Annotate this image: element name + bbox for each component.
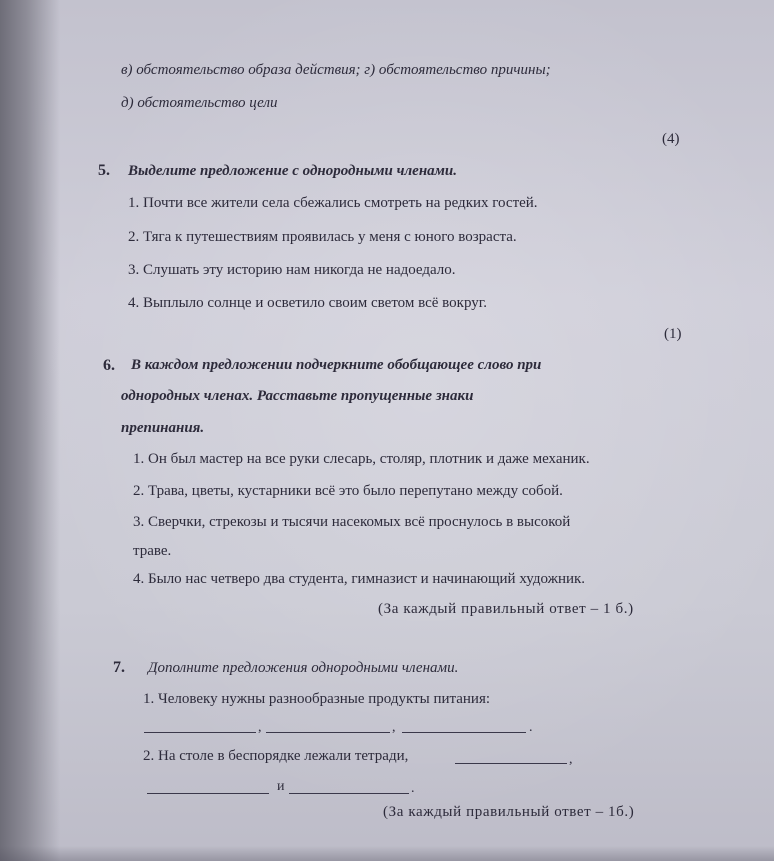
q6-title-line-1: В каждом предложении подчеркните обобщающее слово при bbox=[131, 357, 542, 373]
page-shadow bbox=[0, 0, 60, 861]
q7-scoring-note: (За каждый правильный ответ – 1б.) bbox=[383, 804, 635, 820]
q5-title: Выделите предложение с однородными членами. bbox=[128, 163, 458, 179]
q7-item-1: 1. Человеку нужны разнообразные продукты питания: bbox=[143, 691, 491, 707]
q7-item-2: 2. На столе в беспорядке лежали тетради, bbox=[143, 748, 409, 764]
q7-item-1-blank-3[interactable] bbox=[402, 732, 526, 733]
q6-title-line-3: препинания. bbox=[121, 420, 205, 436]
q7-item-2-blank-1[interactable] bbox=[455, 763, 567, 764]
q6-sentence-2: 2. Трава, цветы, кустарники всё это было перепутано между собой. bbox=[133, 483, 563, 499]
q6-sentence-1: 1. Он был мастер на все руки слесарь, столяр, плотник и даже механик. bbox=[133, 451, 590, 467]
q4-options-line-1: в) обстоятельство образа действия; г) обстоятельство причины; bbox=[121, 62, 551, 78]
q5-score: (1) bbox=[664, 326, 682, 342]
q5-option-3: 3. Слушать эту историю нам никогда не надоедало. bbox=[128, 262, 456, 278]
q7-item-1-comma-1: , bbox=[258, 720, 262, 735]
q6-sentence-4: 4. Было нас четверо два студента, гимназист и начинающий художник. bbox=[133, 571, 586, 587]
q7-item-2-comma: , bbox=[569, 752, 573, 767]
page-edge-shadow bbox=[0, 846, 774, 861]
q7-item-2-and: и bbox=[277, 779, 285, 794]
q6-number: 6. bbox=[103, 357, 115, 374]
q7-item-2-period: . bbox=[411, 781, 415, 796]
q7-title: Дополните предложения однородными членами. bbox=[148, 660, 459, 676]
q4-options-line-2: д) обстоятельство цели bbox=[121, 95, 278, 111]
q6-scoring-note: (За каждый правильный ответ – 1 б.) bbox=[378, 601, 634, 617]
q7-item-1-blank-1[interactable] bbox=[144, 732, 256, 733]
q7-item-1-period: . bbox=[529, 720, 533, 735]
q7-item-2-blank-2[interactable] bbox=[147, 793, 269, 794]
q7-item-1-comma-2: , bbox=[392, 720, 396, 735]
q6-title-line-2: однородных членах. Расставьте пропущенные знаки bbox=[121, 388, 474, 404]
q5-option-2: 2. Тяга к путешествиям проявилась у меня с юного возраста. bbox=[128, 229, 517, 245]
q5-number: 5. bbox=[98, 162, 110, 179]
q5-option-4: 4. Выплыло солнце и осветило своим светом всё вокруг. bbox=[128, 295, 487, 311]
q6-sentence-3: 3. Сверчки, стрекозы и тысячи насекомых всё проснулось в высокой bbox=[133, 514, 571, 530]
q5-option-1: 1. Почти все жители села сбежались смотреть на редких гостей. bbox=[128, 195, 538, 211]
q7-item-2-blank-3[interactable] bbox=[289, 793, 409, 794]
q6-sentence-3-continued: траве. bbox=[133, 543, 172, 559]
q4-score: (4) bbox=[662, 131, 680, 147]
q7-item-1-blank-2[interactable] bbox=[266, 732, 390, 733]
q7-number: 7. bbox=[113, 659, 125, 676]
